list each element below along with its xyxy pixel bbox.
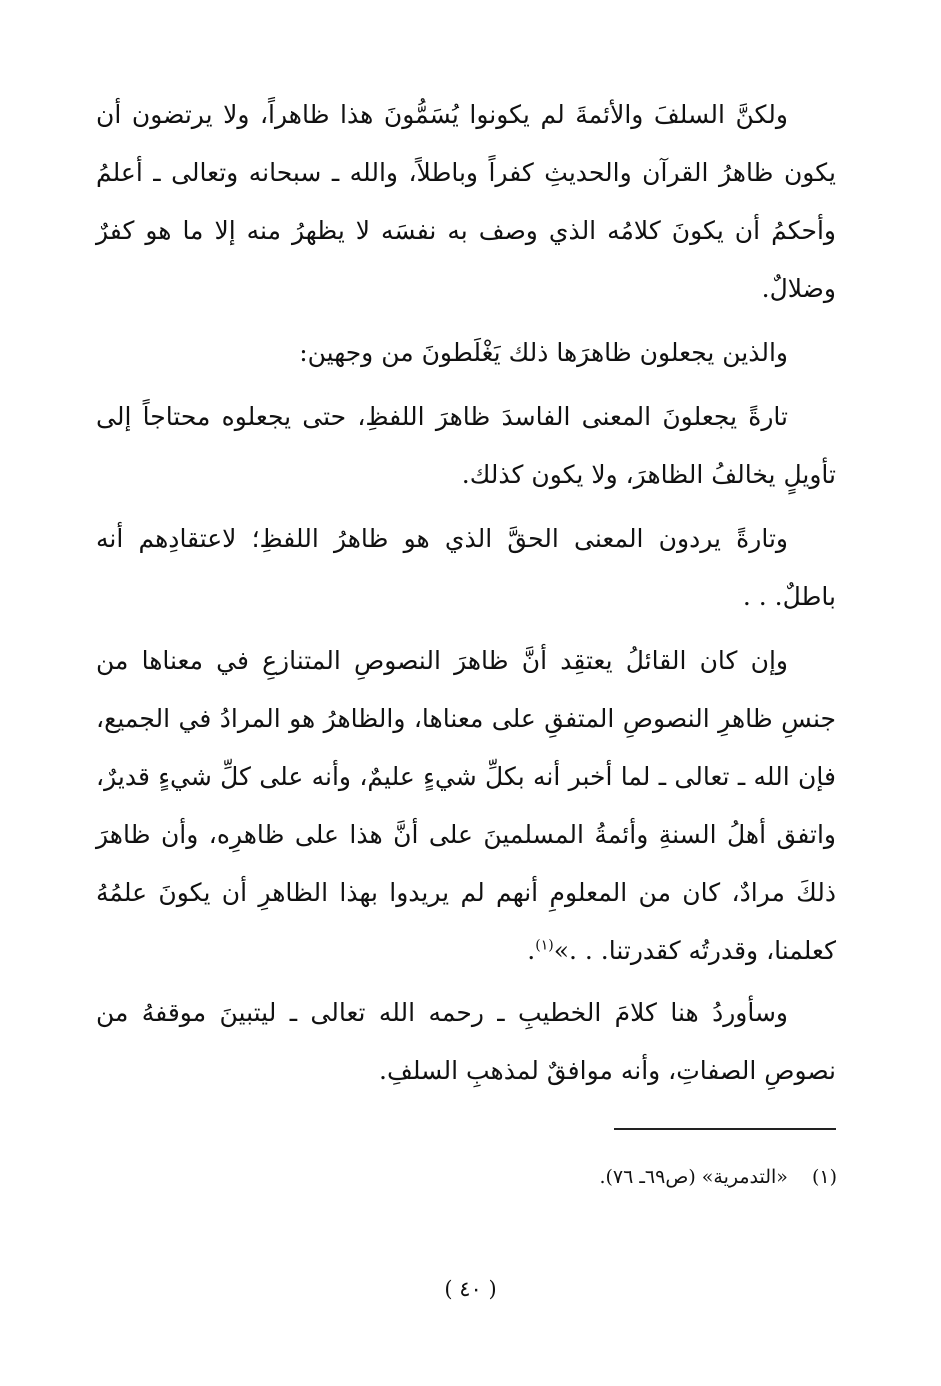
page-body [96, 86, 836, 1106]
paragraph-5-container [96, 632, 836, 980]
footnote-divider [614, 1128, 836, 1130]
paragraph-1: ولكنَّ السلفَ والأئمةَ لم يكونوا يُسَمُّونَ هذا ظاهراً، ولا يرتضون أن يكون ظاهرُ القرآن والحديثِ كفراً وباطلاً، والله ـ سبحانه وتعالى ـ أعلمُ وأحكمُ أن يكونَ كلامُه الذي وصف به نفسَه لا يظهرُ منه إلا ما هو كفرٌ وضلالٌ. [96, 100, 836, 303]
footnote [599, 1162, 837, 1192]
footnote-marker: (١) [811, 1166, 837, 1188]
footnote-reference: (١) [535, 937, 554, 954]
paragraph-4: وتارةً يردون المعنى الحقَّ الذي هو ظاهرُ اللفظِ؛ لاعتقادِهم أنه باطلٌ. . . [96, 524, 836, 611]
paragraph-5-end: . [527, 936, 536, 965]
paragraph-5: وإن كان القائلُ يعتقِد أنَّ ظاهرَ النصوصِ المتنازعِ في معناها من جنسِ ظاهرِ النصوصِ المتفقِ على معناها، والظاهرُ هو المرادُ في الجميع، فإن الله ـ تعالى ـ لما أخبر أنه بكلِّ شيءٍ عليمٌ، وأنه على كلِّ شيءٍ قديرٌ، واتفق أهلُ السنةِ وأئمةُ المسلمينَ على أنَّ هذا على ظاهرِه، وأن ظاهرَ ذلكَ مرادٌ، كان من المعلومِ أنهم لم يريدوا بهذا الظاهرِ أن يكونَ علمُهُ كعلمنا، وقدرتُه كقدرتنا. . .» [96, 646, 836, 965]
page-number: ( ٤٠ ) [444, 1277, 497, 1301]
paragraph-3: تارةً يجعلونَ المعنى الفاسدَ ظاهرَ اللفظِ، حتى يجعلوه محتاجاً إلى تأويلٍ يخالفُ الظاهرَ، ولا يكون كذلك. [96, 402, 836, 489]
paragraph-2: والذين يجعلون ظاهرَها ذلك يَغْلَطونَ من وجهين: [299, 338, 788, 367]
footnote-text: «التدمرية» (ص٦٩ـ ٧٦). [599, 1166, 788, 1188]
paragraph-6: وسأوردُ هنا كلامَ الخطيبِ ـ رحمه الله تعالى ـ ليتبينَ موقفهُ من نصوصِ الصفاتِ، وأنه موافقٌ لمذهبِ السلفِ. [96, 998, 836, 1085]
